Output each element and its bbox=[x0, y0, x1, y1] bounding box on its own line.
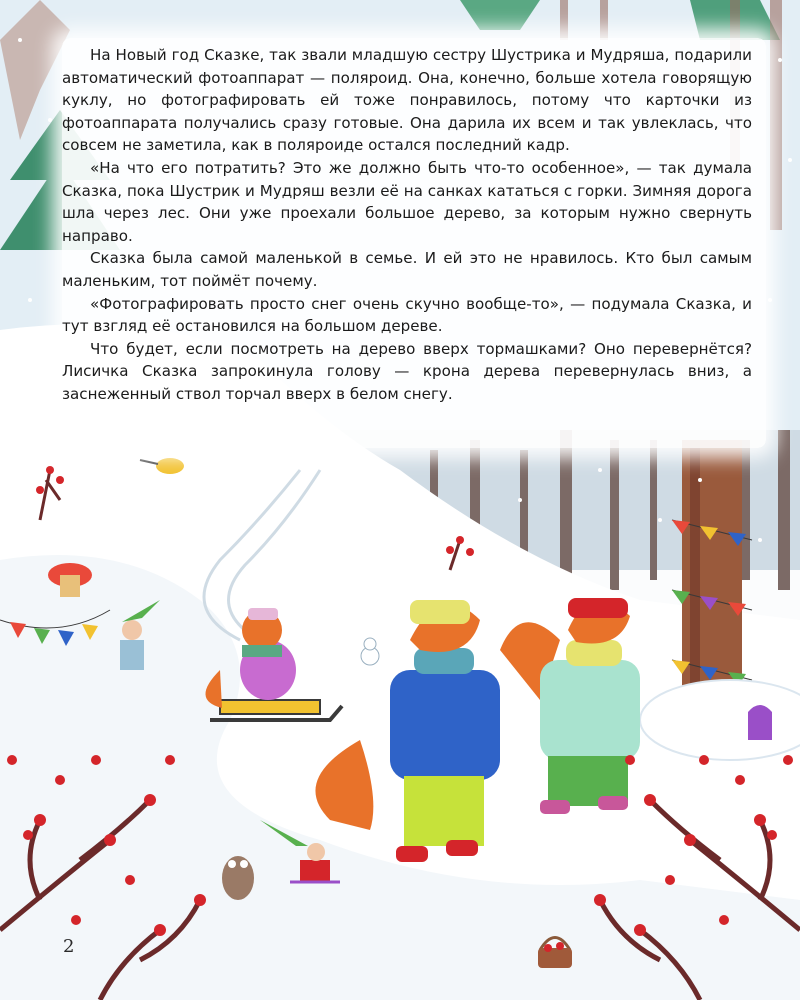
story-paragraph: Что будет, если посмотреть на дерево вверх тормашками? Оно перевернётся? Лисичка Сказка запрокинула голову — крона дерева перевернулась вниз, а заснеженный ствол торчал вверх в белом снегу. bbox=[62, 339, 752, 403]
page-number: 2 bbox=[63, 936, 75, 957]
owl bbox=[222, 856, 254, 900]
story-paragraph: «На что его потратить? Это же должно быть что-то особенное», — так думала Сказка, пока Шустрик и Мудряш везли её на санках кататься с горки. Зимняя дорога шла через лес. Они уже проехали большое дерево, за которым нужно свернуть направо. bbox=[62, 158, 752, 245]
house-door-right bbox=[748, 705, 772, 740]
story-paragraph: На Новый год Сказке, так звали младшую сестру Шустрика и Мудряша, подарили автоматический фотоаппарат — поляроид. Она, конечно, больше хотела говорящую куклу, но фотографировать ей тоже понравилось, потому что карточки из фотоаппарата получались сразу готовые. Она дарила их всем и так увлеклась, что совсем не заметила, как в поляроиде остался последний кадр. bbox=[62, 46, 752, 155]
story-text bbox=[62, 44, 752, 406]
snow-mound-right bbox=[640, 680, 800, 760]
story-paragraph: Сказка была самой маленькой в семье. И ей это не нравилось. Кто был самым маленьким, тот поймёт почему. bbox=[62, 249, 752, 290]
story-paragraph: «Фотографировать просто снег очень скучно вообще-то», — подумала Сказка, и тут взгляд её остановился на большом дереве. bbox=[62, 294, 752, 336]
